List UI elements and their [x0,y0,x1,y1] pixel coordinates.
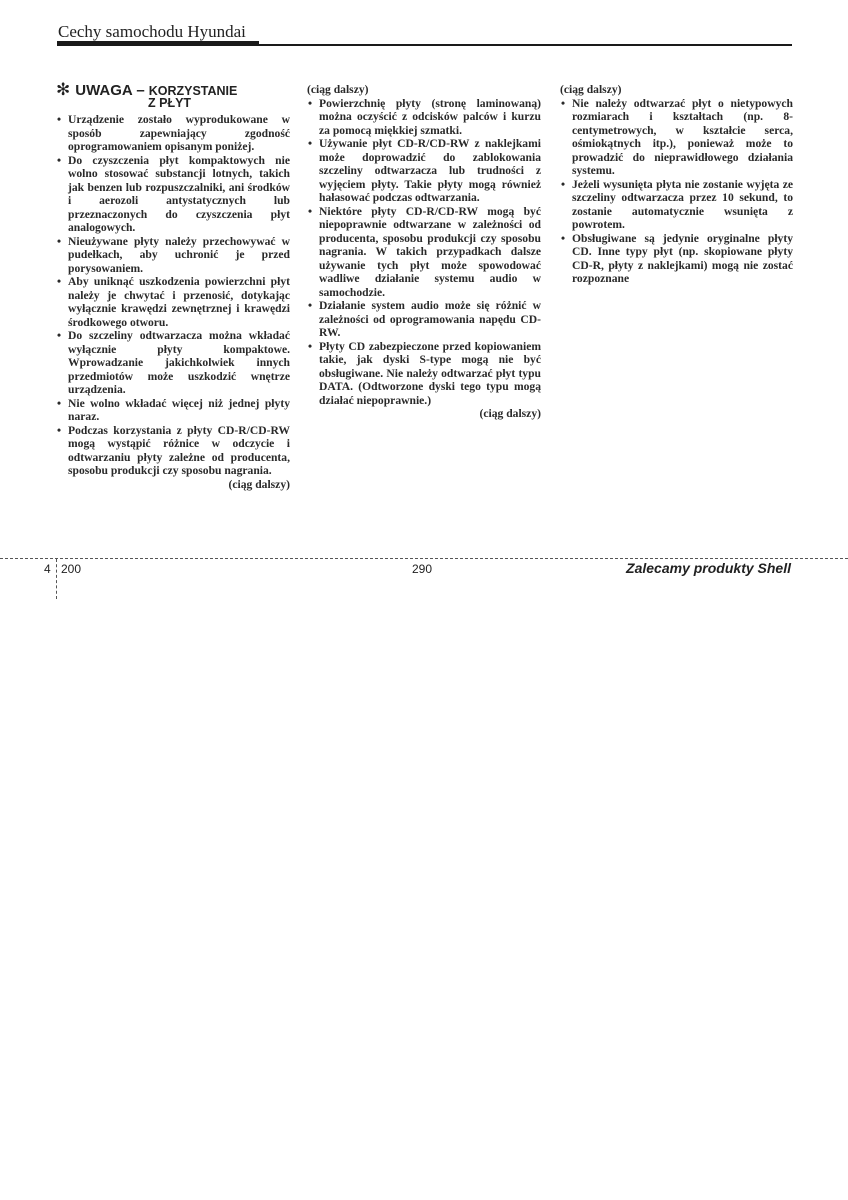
column-1-list [56,113,290,478]
caution-heading-part2: Z PŁYT [148,95,192,110]
list-item: • Jeżeli wysunięta płyta nie zostanie wyjęta ze szczeliny odtwarzacza przez 10 sekund, to zostanie automatycznie wsunięta z powrotem. [560,178,793,232]
list-item: • Nie wolno wkładać więcej niż jednej płyty naraz. [56,397,290,424]
column-2-list [307,97,541,408]
list-item: • Nie należy odtwarzać płyt o nietypowych rozmiarach i kształtach (np. 8-centymetrowych, w kształcie serca, ośmiokątnych itp.), ponieważ może to prowadzić do nieprawidłowego działania systemu. [560,97,793,178]
total-page-number: 290 [412,562,433,576]
continued-top-label: (ciąg dalszy) [560,83,622,96]
list-item: • Niektóre płyty CD-R/CD-RW mogą być niepoprawnie odtwarzane w zależności od producenta, sposobu produkcji czy sposobu nagrania. W takich przypadkach dalsze używanie tych płyt może spowodować wadliwe działanie systemu audio w samochodzie. [307,205,541,300]
header-rule [57,44,792,46]
footer-brand-text: Zalecamy produkty Shell [626,560,791,576]
list-item: • Obsługiwane są jedynie oryginalne płyty CD. Inne typy płyt (np. skopiowane płyty CD-R, płyty z naklejkami) mogą nie zostać rozpoznane [560,232,793,286]
footer-dashed-rule [0,558,848,559]
section-number: 4 [44,562,51,576]
column-3-list [560,97,793,286]
caution-heading-part1: KORZYSTANIE [148,84,238,98]
list-item: • Podczas korzystania z płyty CD-R/CD-RW mogą wystąpić różnice w odczycie i odtwarzaniu płyty zależne od producenta, sposobu produkcji czy sposobu nagrania. [56,424,290,478]
list-item: • Powierzchnię płyty (stronę laminowaną) można oczyścić z odcisków palców i kurzu za pomocą miękkiej szmatki. [307,97,541,138]
list-item: • Do szczeliny odtwarzacza można wkładać wyłącznie płyty kompaktowe. Wprowadzanie jakichkolwiek innych przedmiotów może uszkodzić wnętrze urządzenia. [56,329,290,397]
header-title: Cechy samochodu Hyundai [58,22,246,41]
list-item: • Nieużywane płyty należy przechowywać w pudełkach, aby uchronić je przed porysowaniem. [56,235,290,276]
column-1 [56,80,290,491]
caution-label: UWAGA – [75,82,145,99]
continued-top-label: (ciąg dalszy) [307,83,369,96]
column-2 [307,83,541,421]
caution-asterisk-icon: ✻ [56,80,71,99]
footer-dashed-divider [56,559,57,599]
list-item: • Działanie system audio może się różnić w zależności od oprogramowania napędu CD-RW. [307,299,541,340]
list-item: • Urządzenie zostało wyprodukowane w sposób zapewniający zgodność oprogramowaniem opisanym poniżej. [56,113,290,154]
continued-label: (ciąg dalszy) [479,407,541,420]
list-item: • Płyty CD zabezpieczone przed kopiowaniem takie, jak dyski S-type mogą nie być obsługiwane. Nie należy odtwarzać płyt typu DATA. (Odtworzone dyski tego typu mogą działać niepoprawnie.) [307,340,541,408]
continued-label: (ciąg dalszy) [228,477,290,491]
list-item: • Używanie płyt CD-R/CD-RW z naklejkami może doprowadzić do zablokowania szczeliny odtwarzacza lub trudności z wyjęciem płyty. Takie płyty mogą również hałasować podczas odtwarzania. [307,137,541,205]
list-item: • Do czyszczenia płyt kompaktowych nie wolno stosować substancji lotnych, takich jak benzen lub rozpuszczalniki, ani środków i aerozoli antystatycznych lub przeznaczonych do czyszczenia płyt analogowych. [56,154,290,235]
page-number: 200 [61,562,82,576]
list-item: • Aby uniknąć uszkodzenia powierzchni płyt należy je chwytać i przenosić, dotykając wyłącznie krawędzi zewnętrznej i krawędzi środkowego otworu. [56,275,290,329]
caution-heading [56,80,290,110]
column-3 [560,83,793,286]
